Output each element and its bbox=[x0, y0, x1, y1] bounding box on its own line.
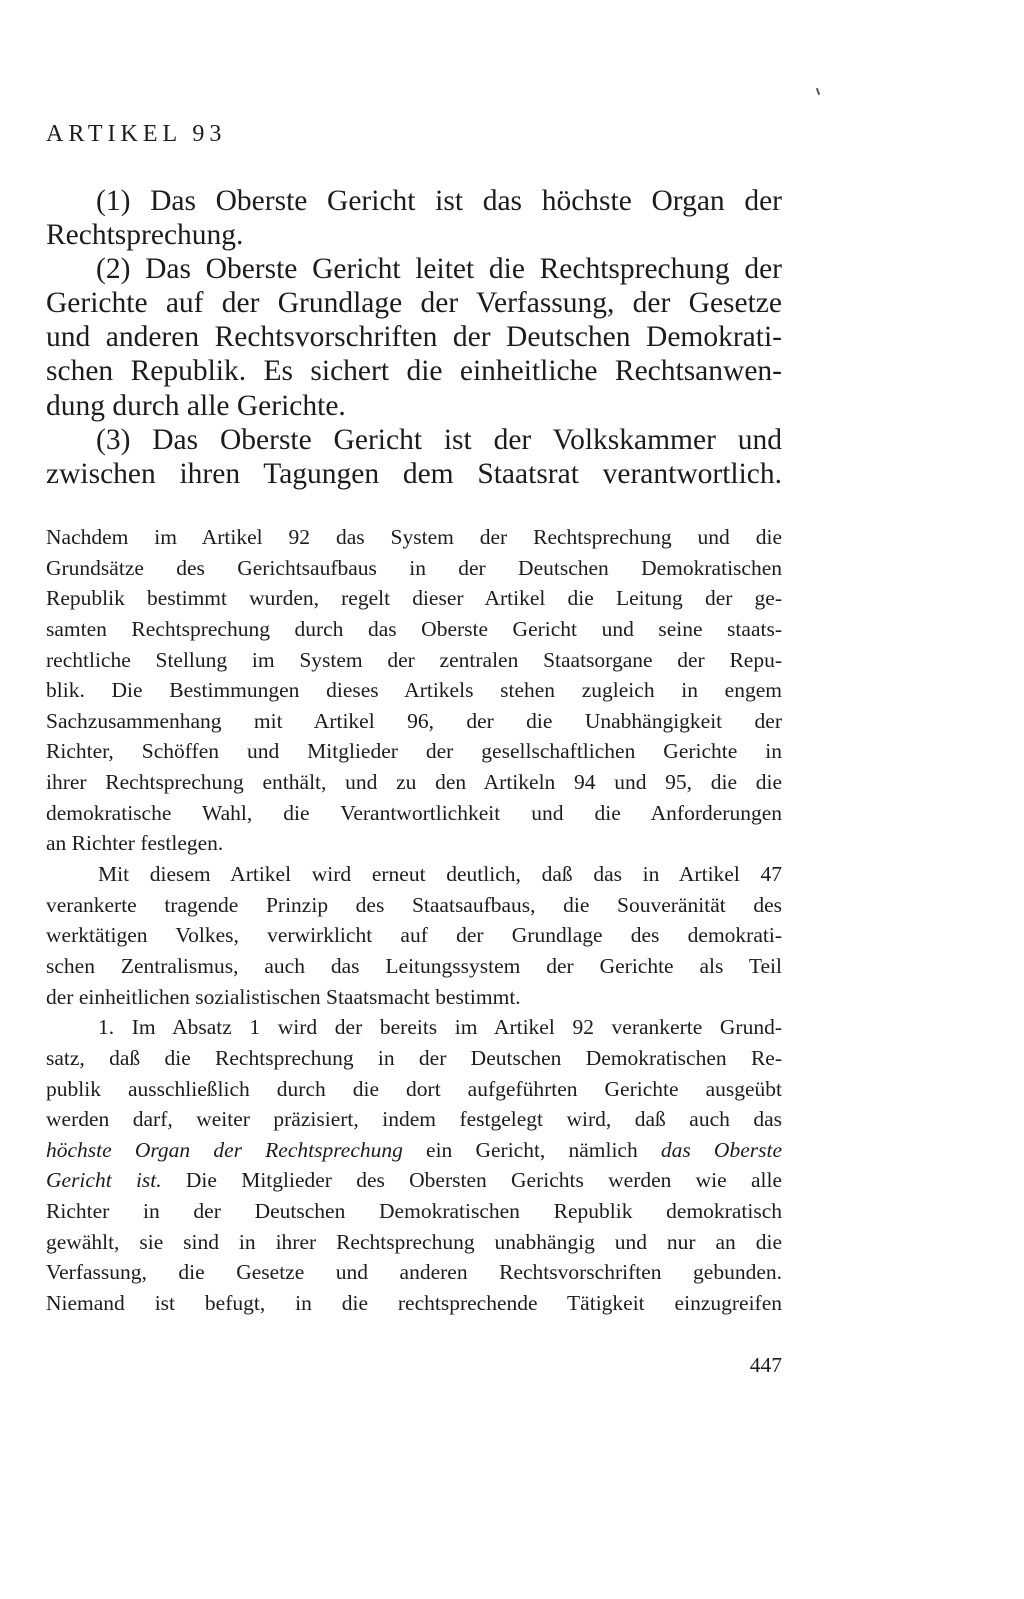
commentary-line: Grundsätze des Gerichtsaufbaus in der Deutschen Demokratischen bbox=[46, 555, 782, 580]
commentary-line: werden darf, weiter präzisiert, indem festgelegt wird, daß auch das bbox=[46, 1107, 782, 1132]
commentary-line: Niemand ist befugt, in die rechtsprechende Tätigkeit einzugreifen bbox=[46, 1291, 782, 1316]
commentary-text bbox=[46, 522, 782, 1319]
plain-phrase: ein Gericht, nämlich bbox=[402, 1137, 661, 1162]
article-line: (1) Das Oberste Gericht ist das höchste Organ der bbox=[96, 185, 782, 217]
commentary-line: schen Zentralismus, auch das Leitungssystem der Gerichte als Teil bbox=[46, 953, 782, 978]
commentary-line: werktätigen Volkes, verwirklicht auf der Grundlage des demokrati- bbox=[46, 923, 782, 948]
article-line: Gerichte auf der Grundlage der Verfassung, der Gesetze bbox=[46, 287, 782, 320]
commentary-line: gewählt, sie sind in ihrer Rechtsprechung unabhängig und nur an die bbox=[46, 1229, 782, 1254]
plain-phrase: Die Mitglieder des Obersten Gerichts werden wie alle bbox=[161, 1168, 782, 1193]
article-line: Rechtsprechung. bbox=[46, 219, 244, 252]
commentary-line bbox=[46, 1165, 782, 1196]
commentary-line bbox=[46, 1135, 782, 1166]
commentary-line: Richter in der Deutschen Demokratischen Republik demokratisch bbox=[46, 1199, 782, 1224]
article-line: und anderen Rechtsvorschriften der Deutschen Demokrati- bbox=[46, 321, 782, 354]
commentary-line: 1. Im Absatz 1 wird der bereits im Artikel 92 verankerte Grund- bbox=[98, 1015, 782, 1040]
commentary-line: Nachdem im Artikel 92 das System der Rechtsprechung und die bbox=[46, 525, 782, 549]
article-line: (2) Das Oberste Gericht leitet die Rechtsprechung der bbox=[96, 253, 782, 286]
commentary-line: rechtliche Stellung im System der zentralen Staatsorgane der Repu- bbox=[46, 647, 782, 672]
italic-phrase: höchste Organ der Rechtsprechung bbox=[46, 1137, 403, 1162]
commentary-line: an Richter festlegen. bbox=[46, 831, 224, 856]
article-heading: ARTIKEL 93 bbox=[46, 121, 227, 147]
commentary-line: Republik bestimmt wurden, regelt dieser Artikel die Leitung der ge- bbox=[46, 586, 782, 611]
commentary-line: demokratische Wahl, die Verantwortlichkeit und die Anforderungen bbox=[46, 800, 782, 825]
commentary-line: publik ausschließlich durch die dort aufgeführten Gerichte ausgeübt bbox=[46, 1076, 782, 1101]
print-speck bbox=[816, 88, 820, 95]
italic-phrase: Gericht ist. bbox=[46, 1168, 162, 1193]
commentary-line: ihrer Rechtsprechung enthält, und zu den Artikeln 94 und 95, die die bbox=[46, 770, 782, 795]
commentary-line: blik. Die Bestimmungen dieses Artikels stehen zugleich in engem bbox=[46, 678, 782, 703]
commentary-line: Richter, Schöffen und Mitglieder der gesellschaftlichen Gerichte in bbox=[46, 739, 782, 764]
page-number: 447 bbox=[749, 1353, 782, 1377]
commentary-line: Verfassung, die Gesetze und anderen Rechtsvorschriften gebunden. bbox=[46, 1260, 782, 1285]
article-text bbox=[46, 184, 782, 491]
article-line: schen Republik. Es sichert die einheitliche Rechtsanwen- bbox=[46, 355, 782, 388]
commentary-line: verankerte tragende Prinzip des Staatsaufbaus, die Souveränität des bbox=[46, 892, 782, 917]
commentary-line: Mit diesem Artikel wird erneut deutlich, daß das in Artikel 47 bbox=[98, 862, 782, 887]
commentary-line: samten Rechtsprechung durch das Oberste Gericht und seine staats- bbox=[46, 616, 782, 641]
article-line: zwischen ihren Tagungen dem Staatsrat verantwortlich. bbox=[46, 457, 782, 490]
italic-phrase: das Oberste bbox=[660, 1137, 782, 1162]
article-line: dung durch alle Gerichte. bbox=[46, 389, 346, 422]
commentary-line: der einheitlichen sozialistischen Staatsmacht bestimmt. bbox=[46, 984, 521, 1009]
article-line: (3) Das Oberste Gericht ist der Volkskammer und bbox=[96, 423, 782, 456]
commentary-line: Sachzusammenhang mit Artikel 96, der die Unabhängigkeit der bbox=[46, 708, 782, 733]
commentary-line: satz, daß die Rechtsprechung in der Deutschen Demokratischen Re- bbox=[46, 1045, 782, 1070]
